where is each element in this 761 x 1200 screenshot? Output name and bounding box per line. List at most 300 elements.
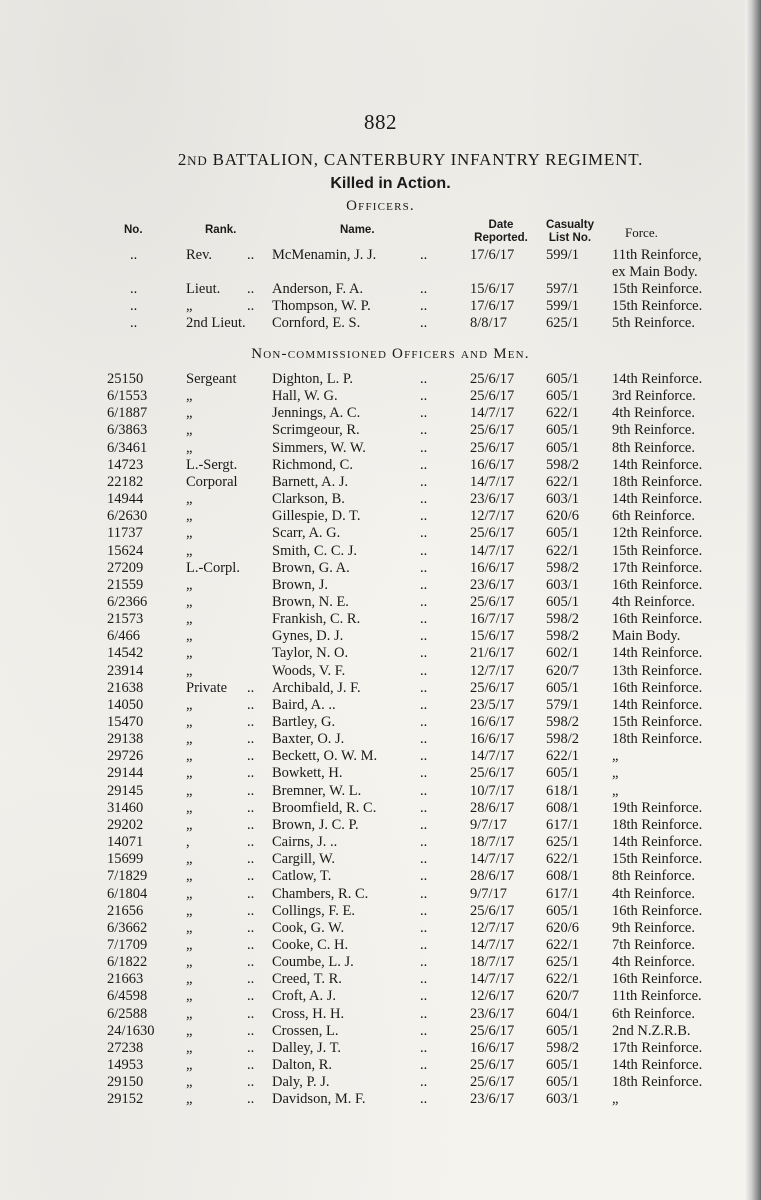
force: 16th Reinforce. [612,902,703,919]
casualty-list-no: 605/1 [546,422,580,439]
service-number: 27238 [107,1039,144,1056]
rank: „ [186,628,193,645]
force: 12th Reinforce. [612,525,703,542]
name: Anderson, F. A. [272,281,364,297]
rank: Private [186,679,228,696]
date-reported: 8/8/17 [470,315,508,331]
force: 19th Reinforce. [612,799,703,816]
date-reported: 12/7/17 [470,662,515,679]
name: Dalton, R. [272,1057,333,1073]
rank: L.-Sergt. [186,456,238,473]
service-number: 6/2630 [107,508,148,525]
table-row [0,1040,761,1057]
rank: „ [186,936,193,953]
date-reported: 16/6/17 [470,731,515,748]
table-row [0,315,761,332]
date-reported: 25/6/17 [470,1022,515,1039]
rank: „ [186,696,193,713]
table-row [0,868,761,885]
force: 2nd N.Z.R.B. [612,1022,691,1039]
name: McMenamin, J. J. [272,247,377,263]
force: „ [612,782,619,799]
casualty-list-no: 625/1 [546,315,580,331]
leader-dots: .. [247,919,255,936]
column-header-rank: Rank. [205,224,237,236]
casualty-list-no: 599/1 [546,247,580,263]
table-row [0,988,761,1005]
service-number: 25150 [107,371,144,387]
date-reported: 14/7/17 [470,542,515,559]
leader-dots: .. [420,679,428,696]
casualty-list-no: 605/1 [546,679,580,696]
force: „ [612,765,619,782]
name: Davidson, M. F. [272,1091,366,1108]
leader-dots: .. [247,782,255,799]
table-row [0,645,761,662]
name: Coumbe, L. J. [272,954,354,971]
service-number: 6/3662 [107,919,148,936]
leader-dots: .. [420,559,428,576]
rank: „ [186,868,193,885]
force: 14th Reinforce. [612,491,703,508]
leader-dots: .. [247,696,255,713]
force: 14th Reinforce. [612,456,703,473]
name: Gynes, D. J. [272,628,344,645]
leader-dots: .. [420,405,428,422]
date-reported: 12/7/17 [470,919,515,936]
rank: „ [186,1022,193,1039]
table-row [0,800,761,817]
officers-heading: Officers. [346,198,415,214]
date-reported: 14/7/17 [470,473,515,490]
rank: „ [186,714,193,730]
leader-dots: .. [420,247,428,263]
name: Brown, J. C. P. [272,816,359,833]
casualty-list-no: 605/1 [546,1022,580,1039]
name: Frankish, C. R. [272,611,361,628]
date-reported: 23/6/17 [470,491,515,508]
leader-dots: .. [420,1074,428,1091]
name: Chambers, R. C. [272,885,369,902]
casualty-list-no: 605/1 [546,1057,580,1073]
name: Gillespie, D. T. [272,508,361,525]
force: 8th Reinforce. [612,868,695,885]
table-row [0,954,761,971]
name: Cairns, J. .. [272,834,338,851]
column-header-casualty-line2: List No. [548,232,592,244]
force: 17th Reinforce. [612,559,703,576]
leader-dots: .. [420,748,428,765]
force: 8th Reinforce. [612,439,695,456]
date-reported: 25/6/17 [470,679,515,696]
name: Thompson, W. P. [272,298,371,314]
ncos-heading: Non-commissioned Officers and Men. [251,346,530,362]
leader-dots: .. [420,542,428,559]
date-reported: 12/6/17 [470,988,515,1005]
table-row [0,405,761,422]
rank: „ [186,525,193,542]
date-reported: 16/6/17 [470,714,515,730]
casualty-list-no: 599/1 [546,298,580,314]
casualty-list-no: 598/2 [546,714,580,730]
force: 15th Reinforce. [612,851,703,868]
service-number: 14953 [107,1057,144,1073]
table-row [0,491,761,508]
leader-dots: .. [247,885,255,902]
leader-dots: .. [247,1005,255,1022]
service-number: 6/4598 [107,988,148,1005]
leader-dots: .. [420,799,428,816]
leader-dots: .. [420,1005,428,1022]
column-header-date-line2: Reported. [474,232,528,244]
service-number: 6/466 [107,628,141,645]
casualty-list-no: 620/6 [546,508,580,525]
date-reported: 16/6/17 [470,559,515,576]
force: Main Body. [612,628,681,645]
force: 15th Reinforce. [612,542,703,559]
name: Clarkson, B. [272,491,345,508]
name: Croft, A. J. [272,988,337,1005]
rank: „ [186,611,193,628]
leader-dots: .. [420,576,428,593]
date-reported: 25/6/17 [470,593,515,610]
rank: „ [186,954,193,971]
date-reported: 10/7/17 [470,782,515,799]
date-reported: 15/6/17 [470,628,515,645]
rank: „ [186,885,193,902]
leader-dots: .. [247,1074,255,1091]
casualty-list-no: 605/1 [546,388,580,405]
rank: L.-Corpl. [186,559,240,576]
table-row [0,422,761,439]
table-row [0,714,761,731]
name: Richmond, C. [272,456,353,473]
date-reported: 28/6/17 [470,799,515,816]
table-row [0,1006,761,1023]
service-number: 29152 [107,1091,144,1108]
leader-dots: .. [420,593,428,610]
casualty-list-no: 579/1 [546,696,580,713]
name: Brown, N. E. [272,593,349,610]
date-reported: 25/6/17 [470,1057,515,1073]
leader-dots: .. [247,799,255,816]
leader-dots: .. [420,281,428,297]
leader-dots: .. [247,936,255,953]
rank: „ [186,645,193,662]
leader-dots: .. [420,988,428,1005]
rank: „ [186,1005,193,1022]
name: Baird, A. .. [272,696,336,713]
force: 18th Reinforce. [612,1074,703,1091]
column-header-force: Force. [625,225,658,240]
force: 4th Reinforce. [612,405,695,422]
rank: „ [186,1039,193,1056]
rank: Corporal [186,473,238,490]
date-reported: 15/6/17 [470,281,515,297]
rank: „ [186,782,193,799]
service-number: 14542 [107,645,144,662]
force: 16th Reinforce. [612,679,703,696]
leader-dots: .. [247,748,255,765]
casualty-list-no: 620/7 [546,988,580,1005]
casualty-list-no: 617/1 [546,885,580,902]
service-number: 6/1804 [107,885,148,902]
date-reported: 25/6/17 [470,422,515,439]
leader-dots: .. [420,525,428,542]
rank: Sergeant [186,371,237,387]
table-row [0,783,761,800]
table-row [0,937,761,954]
casualty-list-no: 622/1 [546,405,580,422]
service-number: 27209 [107,559,144,576]
regiment-title-rest: BATTALION, CANTERBURY INFANTRY REGIMENT. [207,150,644,169]
column-header-casualty-line1: Casualty [546,219,594,231]
leader-dots: .. [420,491,428,508]
leader-dots: .. [247,1057,255,1073]
casualty-list-no: 605/1 [546,593,580,610]
leader-dots: .. [420,473,428,490]
date-reported: 14/7/17 [470,971,515,988]
rank: „ [186,662,193,679]
leader-dots: .. [247,834,255,851]
force: „ [612,748,619,765]
name: Dighton, L. P. [272,371,353,387]
leader-dots: .. [420,954,428,971]
service-number: 14723 [107,456,144,473]
regiment-title [30,150,761,170]
rank: „ [186,902,193,919]
date-reported: 25/6/17 [470,525,515,542]
force: 11th Reinforce. [612,988,702,1005]
force: 18th Reinforce. [612,731,703,748]
leader-dots: .. [420,611,428,628]
service-number: 6/1887 [107,405,148,422]
casualty-list-no: 622/1 [546,971,580,988]
name: Brown, J. [272,576,328,593]
section-title: Killed in Action. [330,175,451,192]
date-reported: 14/7/17 [470,405,515,422]
leader-dots: .. [420,439,428,456]
table-row [0,1091,761,1108]
date-reported: 25/6/17 [470,765,515,782]
leader-dots: .. [247,714,255,730]
service-number: 7/1829 [107,868,148,885]
casualty-list-no: 617/1 [546,816,580,833]
casualty-list-no: 608/1 [546,799,580,816]
date-reported: 25/6/17 [470,388,515,405]
table-row [0,748,761,765]
service-number: 29150 [107,1074,144,1091]
rank: „ [186,593,193,610]
table-row [0,697,761,714]
table-row [0,765,761,782]
rank: „ [186,491,193,508]
name: Scarr, A. G. [272,525,341,542]
force: 16th Reinforce. [612,971,703,988]
table-row [0,525,761,542]
service-number: 6/2588 [107,1005,148,1022]
service-number: 6/1822 [107,954,148,971]
column-header-date [470,219,532,245]
name: Cornford, E. S. [272,315,361,331]
service-number: 7/1709 [107,936,148,953]
date-reported: 17/6/17 [470,247,515,263]
service-number: 11737 [107,525,143,542]
leader-dots: .. [420,868,428,885]
leader-dots: .. [247,868,255,885]
casualty-list-no: 603/1 [546,1091,580,1108]
name: Creed, T. R. [272,971,342,988]
name: Baxter, O. J. [272,731,345,748]
date-reported: 18/7/17 [470,834,515,851]
table-row [0,474,761,491]
rank: „ [186,1091,193,1108]
leader-dots: .. [247,954,255,971]
force: 16th Reinforce. [612,611,703,628]
table-row [0,731,761,748]
service-number: 29726 [107,748,144,765]
rank: „ [186,816,193,833]
casualty-list-no: 605/1 [546,439,580,456]
casualty-list-no: 603/1 [546,576,580,593]
service-number: .. [130,281,138,297]
date-reported: 23/6/17 [470,1091,515,1108]
table-row [0,971,761,988]
service-number: 29145 [107,782,144,799]
table-row [0,663,761,680]
service-number: 29144 [107,765,144,782]
rank: „ [186,731,193,748]
force: 15th Reinforce. [612,714,703,730]
casualty-list-no: 598/2 [546,559,580,576]
rank: „ [186,298,193,314]
table-row [0,508,761,525]
service-number: 23914 [107,662,144,679]
rank: „ [186,576,193,593]
leader-dots: .. [420,936,428,953]
leader-dots: .. [247,731,255,748]
date-reported: 25/6/17 [470,1074,515,1091]
casualty-list-no: 603/1 [546,491,580,508]
rank: „ [186,765,193,782]
leader-dots: .. [420,628,428,645]
name: Cook, G. W. [272,919,345,936]
leader-dots: .. [420,834,428,851]
force: 14th Reinforce. [612,371,703,387]
casualty-list-no: 608/1 [546,868,580,885]
name: Simmers, W. W. [272,439,366,456]
table-row [0,886,761,903]
rank: 2nd Lieut. [186,315,246,331]
casualty-list-no: 605/1 [546,1074,580,1091]
name: Crossen, L. [272,1022,339,1039]
name: Catlow, T. [272,868,332,885]
date-reported: 25/6/17 [470,902,515,919]
leader-dots: .. [420,919,428,936]
service-number: 29138 [107,731,144,748]
casualty-list-no: 622/1 [546,851,580,868]
casualty-list-no: 604/1 [546,1005,580,1022]
casualty-list-no: 605/1 [546,371,580,387]
name: Taylor, N. O. [272,645,349,662]
service-number: 6/1553 [107,388,148,405]
service-number: 21573 [107,611,144,628]
date-reported: 23/6/17 [470,576,515,593]
column-header-name: Name. [340,224,375,236]
force: „ [612,1091,619,1108]
force: 9th Reinforce. [612,919,695,936]
leader-dots: .. [420,298,428,314]
name: Archibald, J. F. [272,679,361,696]
leader-dots: .. [247,971,255,988]
leader-dots: .. [420,662,428,679]
service-number: 21559 [107,576,144,593]
service-number: 6/2366 [107,593,148,610]
name: Daly, P. J. [272,1074,330,1091]
table-row [0,247,761,264]
leader-dots: .. [420,816,428,833]
force: 15th Reinforce. [612,281,703,297]
table-row [0,371,761,388]
table-row [0,1057,761,1074]
column-header-no: No. [124,224,143,236]
date-reported: 16/6/17 [470,1039,515,1056]
force: 3rd Reinforce. [612,388,696,405]
regiment-title-ordinal: ND [187,153,208,168]
date-reported: 14/7/17 [470,851,515,868]
leader-dots: .. [420,1057,428,1073]
table-row [0,680,761,697]
date-reported: 14/7/17 [470,936,515,953]
name: Broomfield, R. C. [272,799,377,816]
leader-dots: .. [420,714,428,730]
casualty-list-no: 605/1 [546,525,580,542]
force-continuation: ex Main Body. [612,264,698,280]
leader-dots: .. [420,851,428,868]
rank: „ [186,799,193,816]
rank: „ [186,542,193,559]
service-number: .. [130,247,138,263]
leader-dots: .. [247,281,255,297]
rank: „ [186,748,193,765]
table-row [0,298,761,315]
date-reported: 25/6/17 [470,439,515,456]
rank: „ [186,919,193,936]
casualty-list-no: 625/1 [546,954,580,971]
leader-dots: .. [247,298,255,314]
table-row [0,594,761,611]
leader-dots: .. [247,679,255,696]
date-reported: 9/7/17 [470,816,508,833]
casualty-list-no: 605/1 [546,902,580,919]
table-row [0,817,761,834]
force: 14th Reinforce. [612,834,703,851]
leader-dots: .. [420,371,428,387]
leader-dots: .. [247,1022,255,1039]
casualty-list-no: 602/1 [546,645,580,662]
leader-dots: .. [420,782,428,799]
regiment-title-number: 2 [177,150,188,169]
date-reported: 25/6/17 [470,371,515,387]
service-number: .. [130,315,138,331]
casualty-list-no: 620/6 [546,919,580,936]
casualty-list-no: 622/1 [546,936,580,953]
casualty-list-no: 622/1 [546,542,580,559]
leader-dots: .. [420,422,428,439]
date-reported: 28/6/17 [470,868,515,885]
rank: Lieut. [186,281,221,297]
rank: „ [186,508,193,525]
